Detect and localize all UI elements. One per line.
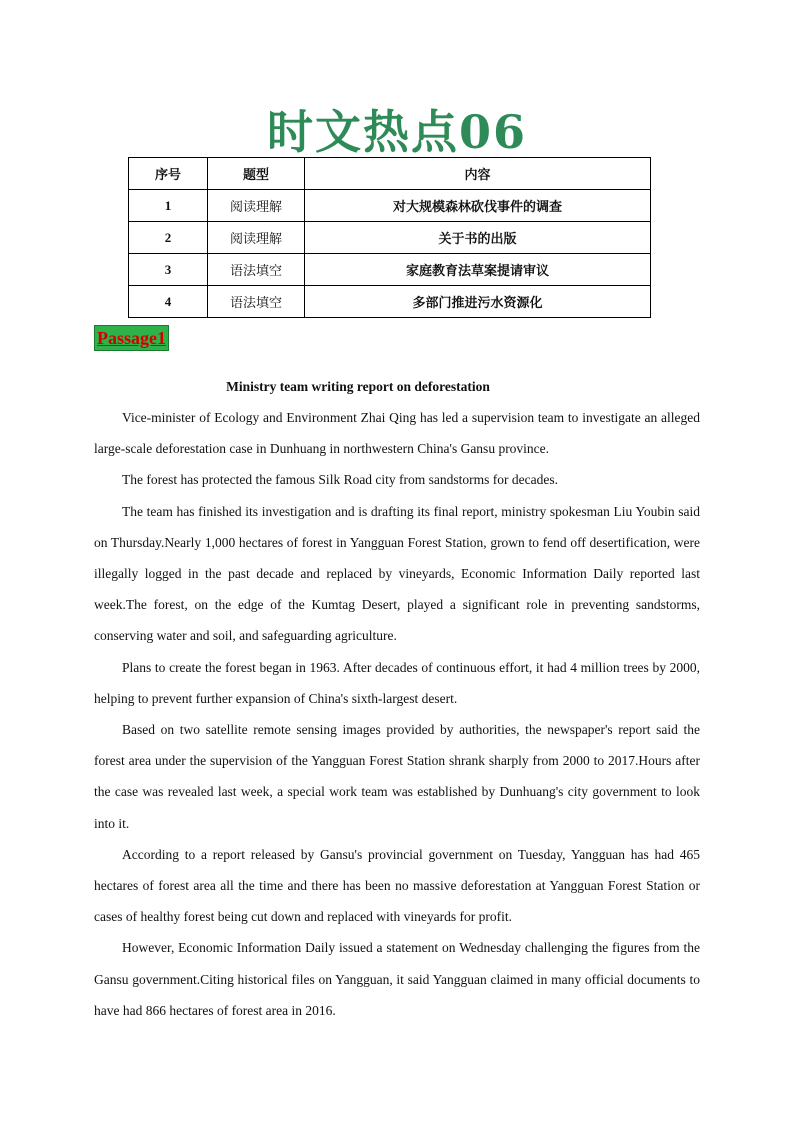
row-number: 3 — [129, 254, 208, 286]
header-type: 题型 — [208, 158, 305, 190]
table-row — [129, 254, 651, 286]
paragraph: However, Economic Information Daily issued a statement on Wednesday challenging the figures from the Gansu government.Citing historical files on Yangguan, it said Yangguan claimed in many official documents to have had 866 hectares of forest area in 2016. — [94, 940, 700, 1018]
row-content: 关于书的出版 — [305, 222, 651, 254]
row-type: 阅读理解 — [208, 222, 305, 254]
row-content: 家庭教育法草案提请审议 — [305, 254, 651, 286]
article-body — [94, 402, 700, 1026]
row-number: 1 — [129, 190, 208, 222]
row-number: 2 — [129, 222, 208, 254]
table-row — [129, 190, 651, 222]
paragraph: Vice-minister of Ecology and Environment Zhai Qing has led a supervision team to investigate an alleged large-scale deforestation case in Dunhuang in northwestern China's Gansu province. — [94, 410, 700, 457]
row-content: 多部门推进污水资源化 — [305, 286, 651, 318]
contents-table — [128, 157, 651, 318]
row-type: 阅读理解 — [208, 190, 305, 222]
table-row — [129, 286, 651, 318]
row-content: 对大规模森林砍伐事件的调查 — [305, 190, 651, 222]
paragraph: According to a report released by Gansu's provincial government on Tuesday, Yangguan has had 465 hectares of forest area all the time and there has been no massive deforestation at Yangguan Forest Station or cases of healthy forest being cut down and replaced with vineyards for profit. — [94, 846, 700, 925]
paragraph: Plans to create the forest began in 1963. After decades of continuous effort, it had 4 million trees by 2000, helping to prevent further expansion of China's sixth-largest desert. — [94, 659, 700, 706]
header-number: 序号 — [129, 158, 208, 190]
table-header-row — [129, 158, 651, 190]
paragraph: Based on two satellite remote sensing images provided by authorities, the newspaper's report said the forest area under the supervision of the Yangguan Forest Station shrank sharply from 2000 to 2017.Hours after the case was revealed last week, a special work team was established by Dunhuang's city government to look into it. — [94, 722, 700, 831]
passage-label: Passage1 — [94, 325, 169, 351]
article-title: Ministry team writing report on deforestation — [226, 379, 490, 394]
paragraph: The forest has protected the famous Silk Road city from sandstorms for decades. — [122, 472, 559, 488]
header-content: 内容 — [305, 158, 651, 190]
row-number: 4 — [129, 286, 208, 318]
row-type: 语法填空 — [208, 254, 305, 286]
paragraph: The team has finished its investigation and is drafting its final report, ministry spokesman Liu Youbin said on Thursday.Nearly 1,000 hectares of forest in Yangguan Forest Station, grown to fend off desertification, were illegally logged in the past decade and replaced by vineyards, Economic Information Daily reported last week.The forest, on the edge of the Kumtag Desert, played a significant role in preventing sandstorms, conserving water and soil, and safeguarding agriculture. — [94, 503, 700, 644]
page-title: 时文热点06 — [266, 105, 527, 159]
row-type: 语法填空 — [208, 286, 305, 318]
table-row — [129, 222, 651, 254]
